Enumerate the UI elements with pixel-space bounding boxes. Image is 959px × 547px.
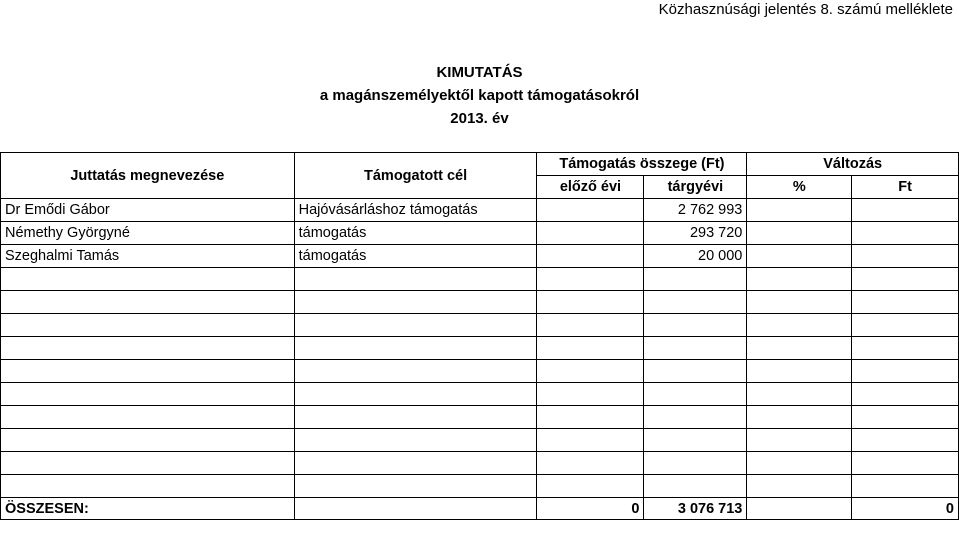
row-prev [537, 222, 644, 245]
report-title: KIMUTATÁS [436, 64, 523, 81]
row-purpose: támogatás [294, 222, 537, 245]
empty-row [1, 475, 959, 498]
row-ft [852, 245, 959, 268]
total-label: ÖSSZESEN: [1, 498, 295, 520]
row-name: Némethy Györgyné [1, 222, 295, 245]
row-prev [537, 199, 644, 222]
total-prev: 0 [537, 498, 644, 520]
table-row [1, 222, 959, 245]
empty-row [1, 452, 959, 475]
empty-row [1, 429, 959, 452]
annex-label: Közhasznúsági jelentés 8. számú melléklete [658, 1, 953, 18]
row-ft [852, 222, 959, 245]
header-row [1, 153, 959, 176]
row-pct [747, 245, 852, 268]
table-row [1, 245, 959, 268]
total-row [1, 498, 959, 520]
row-pct [747, 222, 852, 245]
total-current: 3 076 713 [644, 498, 747, 520]
row-pct [747, 199, 852, 222]
row-current: 293 720 [644, 222, 747, 245]
col-change-header: Változás [747, 153, 959, 176]
row-name: Dr Emődi Gábor [1, 199, 295, 222]
total-ft: 0 [852, 498, 959, 520]
donations-table [0, 152, 959, 520]
col-amount-header: Támogatás összege (Ft) [537, 153, 747, 176]
row-ft [852, 199, 959, 222]
col-name-header: Juttatás megnevezése [1, 153, 295, 199]
empty-row [1, 337, 959, 360]
report-subtitle: a magánszemélyektől kapott támogatásokról [319, 87, 640, 104]
col-pct-header: % [747, 176, 852, 199]
empty-row [1, 406, 959, 429]
table-row [1, 199, 959, 222]
col-prev-header: előző évi [537, 176, 644, 199]
row-purpose: Hajóvásárláshoz támogatás [294, 199, 537, 222]
empty-row [1, 383, 959, 406]
col-current-header: tárgyévi [644, 176, 747, 199]
row-purpose: támogatás [294, 245, 537, 268]
row-prev [537, 245, 644, 268]
row-current: 20 000 [644, 245, 747, 268]
col-purpose-header: Támogatott cél [294, 153, 537, 199]
report-year: 2013. év [450, 110, 509, 127]
col-ft-header: Ft [852, 176, 959, 199]
row-current: 2 762 993 [644, 199, 747, 222]
empty-row [1, 314, 959, 337]
empty-row [1, 268, 959, 291]
empty-row [1, 291, 959, 314]
row-name: Szeghalmi Tamás [1, 245, 295, 268]
empty-row [1, 360, 959, 383]
